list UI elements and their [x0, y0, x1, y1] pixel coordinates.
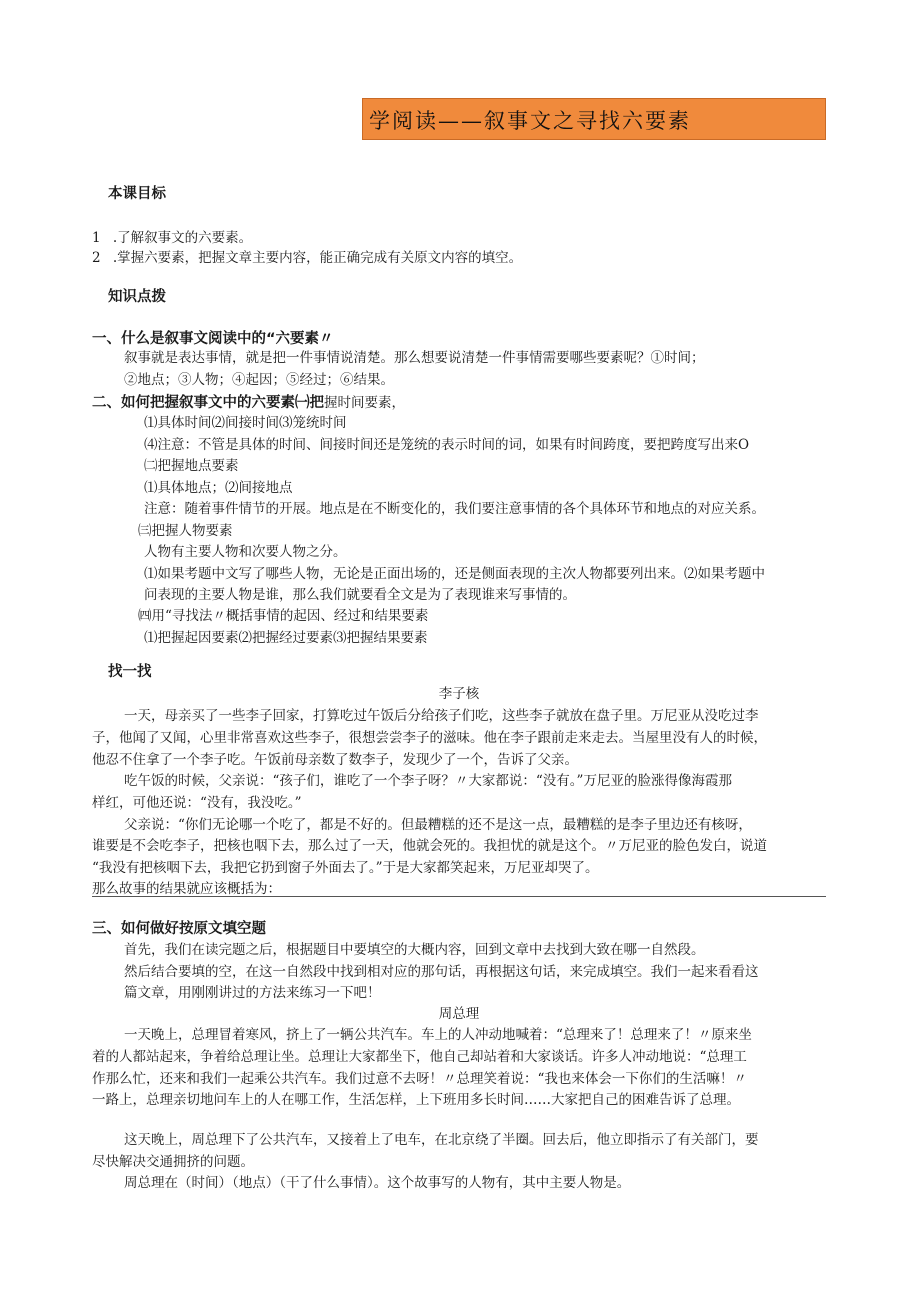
- answer-line: [92, 896, 826, 897]
- story-line: 尽快解决交通拥挤的问题。: [92, 1154, 254, 1170]
- story-line: 样红，可他还说：“没有，我没吃。”: [92, 795, 302, 811]
- paragraph-line: ⑷注意：不管是具体的时间、间接时间还是笼统的表示时间的词，如果有时间跨度，要把跨度写出来O: [144, 437, 750, 453]
- story-line: 谁要是不会吃李子，把核也咽下去，那么过了一天，他就会死的。我担忧的就是这个。〃万尼亚的脸色发白，说道: [92, 838, 767, 854]
- paragraph-line: 注意：随着事件情节的开展。地点是在不断变化的，我们要注意事情的各个具体环节和地点的对应关系。: [144, 501, 765, 517]
- story-line: 着的人都站起来，争着给总理让坐。总理让大家都坐下，他自己却站着和大家谈话。许多人冲动地说：“总理工: [92, 1049, 747, 1065]
- paragraph-line: ⑴具体地点；⑵间接地点: [144, 480, 293, 496]
- find-heading: 找一找: [108, 664, 152, 680]
- paragraph-line: ②地点；③人物；④起因；⑤经过；⑥结果。: [124, 372, 394, 388]
- story-line: 子，他闻了又闻，心里非常喜欢这些李子，很想尝尝李子的滋味。他在李子跟前走来走去。当屋里没有人的时候，: [92, 730, 767, 746]
- objective-number: 1: [92, 230, 101, 246]
- paragraph-line: 叙事就是表达事情，就是把一件事情说清楚。那么想要说清楚一件事情需要哪些要素呢？①时间；: [124, 350, 705, 366]
- section-1-title: 一、什么是叙事文阅读中的“六要素〃: [92, 331, 334, 347]
- story-line: 一天晚上，总理冒着寒风，挤上了一辆公共汽车。车上的人冲动地喊着：“总理来了！总理来了！〃原来坐: [124, 1027, 752, 1043]
- objectives-heading: 本课目标: [108, 186, 166, 202]
- story-line: 吃午饭的时候，父亲说：“孩子们，谁吃了一个李子呀？〃大家都说：“没有。”万尼亚的脸涨得像海霞那: [124, 773, 732, 789]
- objective-text: .掌握六要素，把握文章主要内容，能正确完成有关原文内容的填空。: [112, 250, 523, 266]
- paragraph-line: 然后结合要填的空，在这一自然段中找到相对应的那句话，再根据这句话，来完成填空。我们一起来看看这: [124, 964, 759, 980]
- objective-text: .了解叙事文的六要素。: [112, 230, 253, 246]
- paragraph-line: 篇文章，用刚刚讲过的方法来练习一下吧！: [124, 985, 381, 1001]
- paragraph-line: ⑴具体时间⑵间接时间⑶笼统时间: [144, 415, 347, 431]
- objective-item-2: [92, 248, 522, 268]
- paragraph-line: ㈣用“寻找法〃概括事情的起因、经过和结果要素: [138, 608, 429, 624]
- story-title: 周总理: [438, 1006, 480, 1022]
- story-line: 他忍不住拿了一个李子吃。午饭前母亲数了数李子，发现少了一个，告诉了父亲。: [92, 752, 578, 768]
- paragraph-line: 人物有主要人物和次要人物之分。: [144, 544, 347, 560]
- story-line: 父亲说：“你们无论哪一个吃了，都是不好的。但最糟糕的还不是这一点，最糟糕的是李子里边还有核呀，: [124, 817, 752, 833]
- objective-item-1: [92, 228, 252, 248]
- section-2-title-rest: 握时间要素，: [324, 395, 405, 411]
- story-line: 一路上，总理亲切地问车上的人在哪工作，生活怎样，上下班用多长时间……大家把自己的困难告诉了总理。: [92, 1092, 740, 1108]
- story-line: 作那么忙，还来和我们一起乘公共汽车。我们过意不去呀！〃总理笑着说：“我也来体会一下你们的生活嘛！〃: [92, 1071, 747, 1087]
- paragraph-line: 问表现的主要人物是谁，那么我们就要看全文是为了表现谁来写事情的。: [144, 587, 576, 603]
- paragraph-line: ⑴如果考题中文写了哪些人物，无论是正面出场的，还是侧面表现的主次人物都要列出来。⑵如果考题中: [144, 566, 765, 582]
- section-2-title-bold: 二、如何把握叙事文中的六要素㈠把: [92, 395, 324, 411]
- paragraph-line: ㈡把握地点要素: [144, 458, 239, 474]
- section-3-title: 三、如何做好按原文填空题: [92, 921, 266, 937]
- paragraph-line: ㈢把握人物要素: [138, 523, 233, 539]
- story-line: 这天晚上，周总理下了公共汽车，又接着上了电车，在北京绕了半圈。回去后，他立即指示了有关部门，要: [124, 1132, 759, 1148]
- paragraph-line: 首先，我们在读完题之后，根据题目中要填空的大概内容，回到文章中去找到大致在哪一自然段。: [124, 942, 705, 958]
- page-title: 学阅读——叙事文之寻找六要素: [369, 109, 691, 133]
- story-line: 一天，母亲买了一些李子回家，打算吃过午饭后分给孩子们吃，这些李子就放在盘子里。万尼亚从没吃过李: [124, 708, 759, 724]
- question-line: 周总理在（时间）（地点）（干了什么事情）。这个故事写的人物有，其中主要人物是。: [124, 1175, 631, 1191]
- paragraph-line: ⑴把握起因要素⑵把握经过要素⑶把握结果要素: [144, 630, 428, 646]
- story-line: “我没有把核咽下去，我把它扔到窗子外面去了。”于是大家都笑起来，万尼亚却哭了。: [92, 860, 599, 876]
- objective-number: 2: [92, 250, 101, 266]
- answer-prompt: 那么故事的结果就应该概括为：: [92, 881, 281, 897]
- title-banner: [362, 98, 826, 140]
- story-title: 李子核: [438, 686, 480, 702]
- knowledge-heading: 知识点拨: [108, 289, 166, 305]
- section-2-title: [92, 391, 405, 413]
